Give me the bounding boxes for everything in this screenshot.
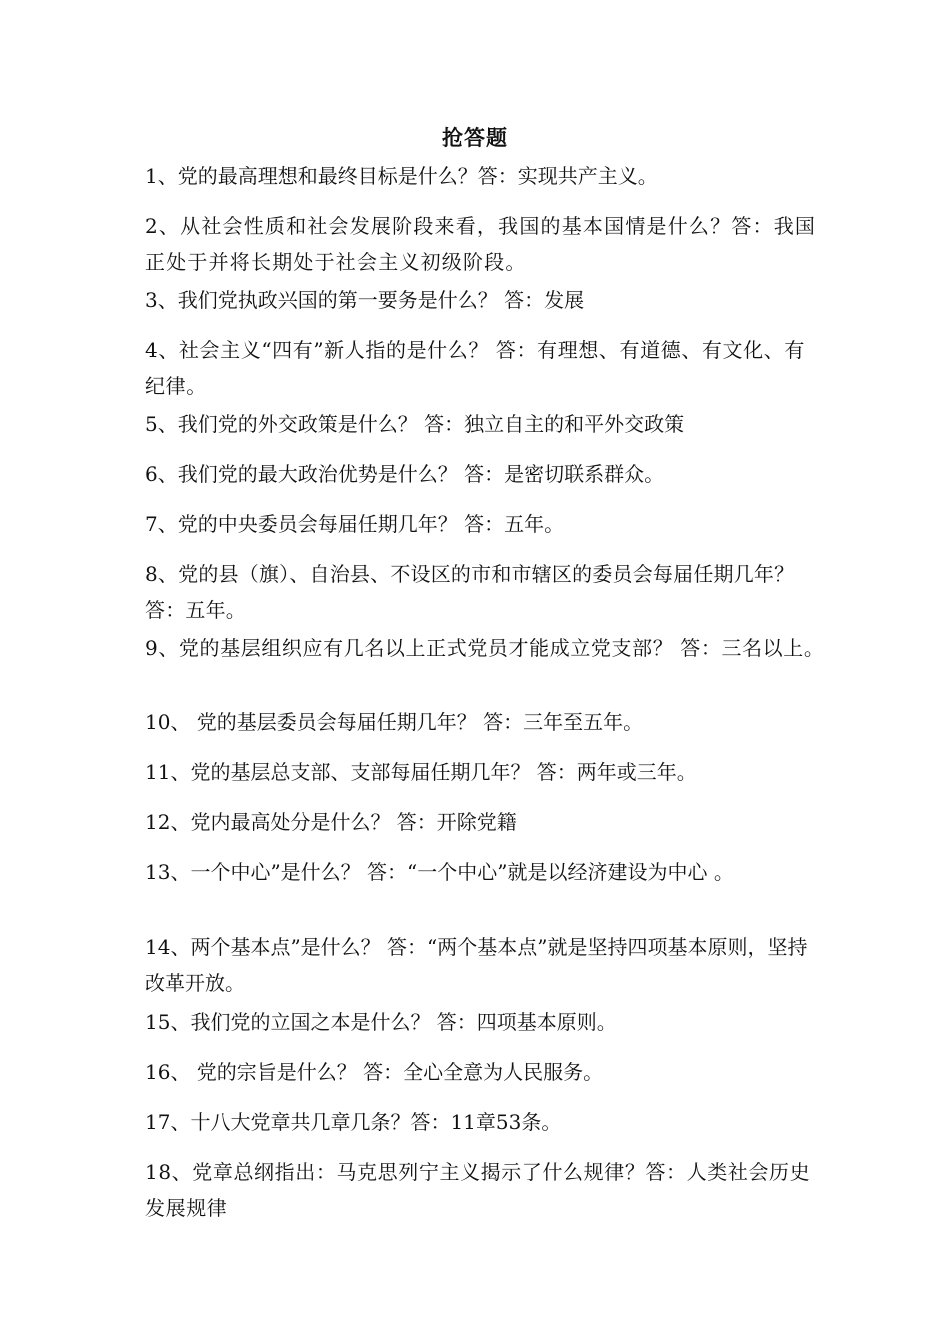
document-title: 抢答题 [442,125,508,150]
question-item-1: 1、党的最高理想和最终目标是什么？答：实现共产主义。 [145,164,658,188]
question-item-9: 9、党的基层组织应有几名以上正式党员才能成立党支部？ 答：三名以上。 [145,636,825,660]
question-item-11: 11、党的基层总支部、支部每届任期几年？ 答：两年或三年。 [145,760,697,784]
question-item-7: 7、党的中央委员会每届任期几年？ 答：五年。 [145,512,565,536]
question-item-5: 5、我们党的外交政策是什么？ 答：独立自主的和平外交政策 [145,412,685,436]
question-item-4: 4、社会主义“四有”新人指的是什么？ 答：有理想、有道德、有文化、有纪律。 [145,338,805,398]
question-item-10: 10、 党的基层委员会每届任期几年？ 答：三年至五年。 [145,710,644,734]
question-item-12: 12、党内最高处分是什么？ 答：开除党籍 [145,810,517,834]
question-item-16: 16、 党的宗旨是什么？ 答：全心全意为人民服务。 [145,1060,604,1084]
question-item-13: 13、一个中心”是什么？ 答：“一个中心”就是以经济建设为中心 。 [145,860,734,884]
question-item-2: 2、从社会性质和社会发展阶段来看，我国的基本国情是什么？答：我国正处于并将长期处于社会主义初级阶段。 [145,214,817,274]
question-item-8: 8、党的县（旗）、自治县、不设区的市和市辖区的委员会每届任期几年？ 答：五年。 [145,562,795,622]
question-item-18: 18、党章总纲指出：马克思列宁主义揭示了什么规律？答：人类社会历史发展规律 [145,1160,811,1220]
question-item-14: 14、两个基本点”是什么？ 答：“两个基本点”就是坚持四项基本原则，坚持改革开放。 [145,935,808,995]
question-item-17: 17、十八大党章共几章几条？答：11章53条。 [145,1110,562,1134]
question-item-15: 15、我们党的立国之本是什么？ 答：四项基本原则。 [145,1010,617,1034]
question-item-6: 6、我们党的最大政治优势是什么？ 答：是密切联系群众。 [145,462,665,486]
question-item-3: 3、我们党执政兴国的第一要务是什么？ 答：发展 [145,288,585,312]
